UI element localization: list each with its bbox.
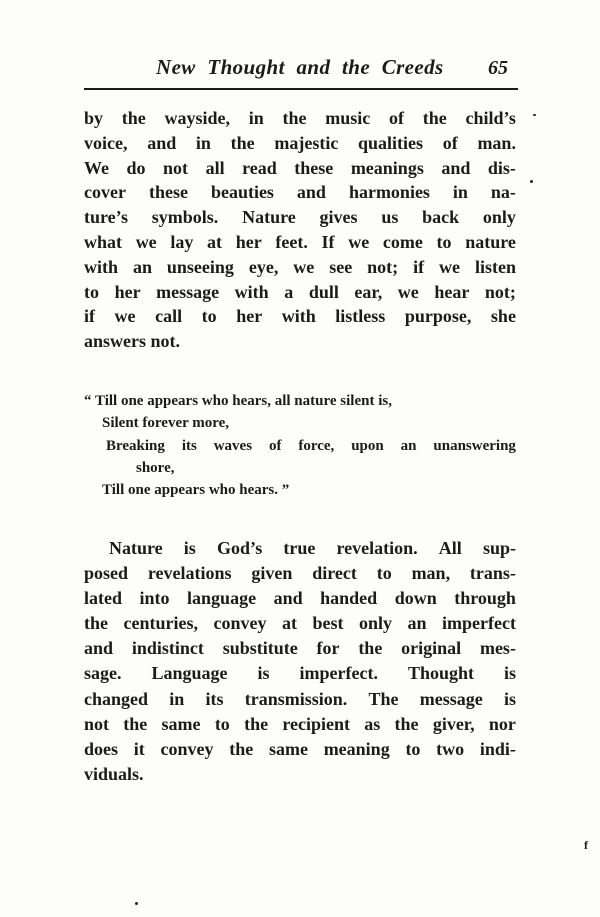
text-line: Nature is God’s true revelation. All sup- — [109, 538, 516, 558]
text-line: Silent forever more, — [102, 415, 230, 432]
header-rule — [84, 88, 518, 90]
text-line: lated into language and handed down through — [84, 588, 516, 609]
text-line: cover these beauties and harmonies in na- — [84, 182, 516, 203]
text-line: “ Till one appears who hears, all nature silent is, — [84, 393, 392, 409]
ink-speck — [530, 180, 533, 183]
text-line: not the same to the recipient as the giver, nor — [84, 713, 516, 734]
page-number: 65 — [488, 57, 508, 79]
text-line: what we lay at her feet. If we come to nature — [84, 231, 516, 252]
text-line: if we call to her with listless purpose, she — [84, 306, 516, 327]
text-line: posed revelations given direct to man, trans- — [84, 563, 516, 584]
text-line: with an unseeing eye, we see not; if we listen — [84, 256, 516, 277]
text-line: Till one appears who hears. ” — [102, 482, 290, 499]
text-line: Breaking its waves of force, upon an unanswering — [106, 437, 516, 454]
text-line: sage. Language is imperfect. Thought is — [84, 663, 516, 684]
ink-speck — [135, 902, 138, 905]
margin-artifact-mark: f — [584, 838, 588, 852]
text-line: the centuries, convey at best only an imperfect — [84, 613, 516, 634]
running-header-title: New Thought and the Creeds — [156, 55, 444, 79]
text-line: voice, and in the majestic qualities of man. — [84, 132, 516, 153]
paragraph-2 — [84, 536, 516, 787]
text-line: answers not. — [84, 331, 181, 352]
text-line: We do not all read these meanings and dis- — [84, 157, 516, 178]
text-line: viduals. — [84, 763, 144, 784]
ink-speck — [533, 114, 536, 116]
text-line: by the wayside, in the music of the child’s — [84, 108, 516, 128]
text-line: ture’s symbols. Nature gives us back only — [84, 207, 516, 228]
text-line: changed in its transmission. The message is — [84, 688, 516, 709]
text-line: does it convey the same meaning to two indi- — [84, 738, 516, 759]
text-line: shore, — [136, 459, 175, 476]
verse-quote — [84, 390, 516, 501]
text-line: and indistinct substitute for the original mes- — [84, 638, 516, 659]
paragraph-1 — [84, 106, 516, 354]
text-line: to her message with a dull ear, we hear not; — [84, 281, 516, 302]
